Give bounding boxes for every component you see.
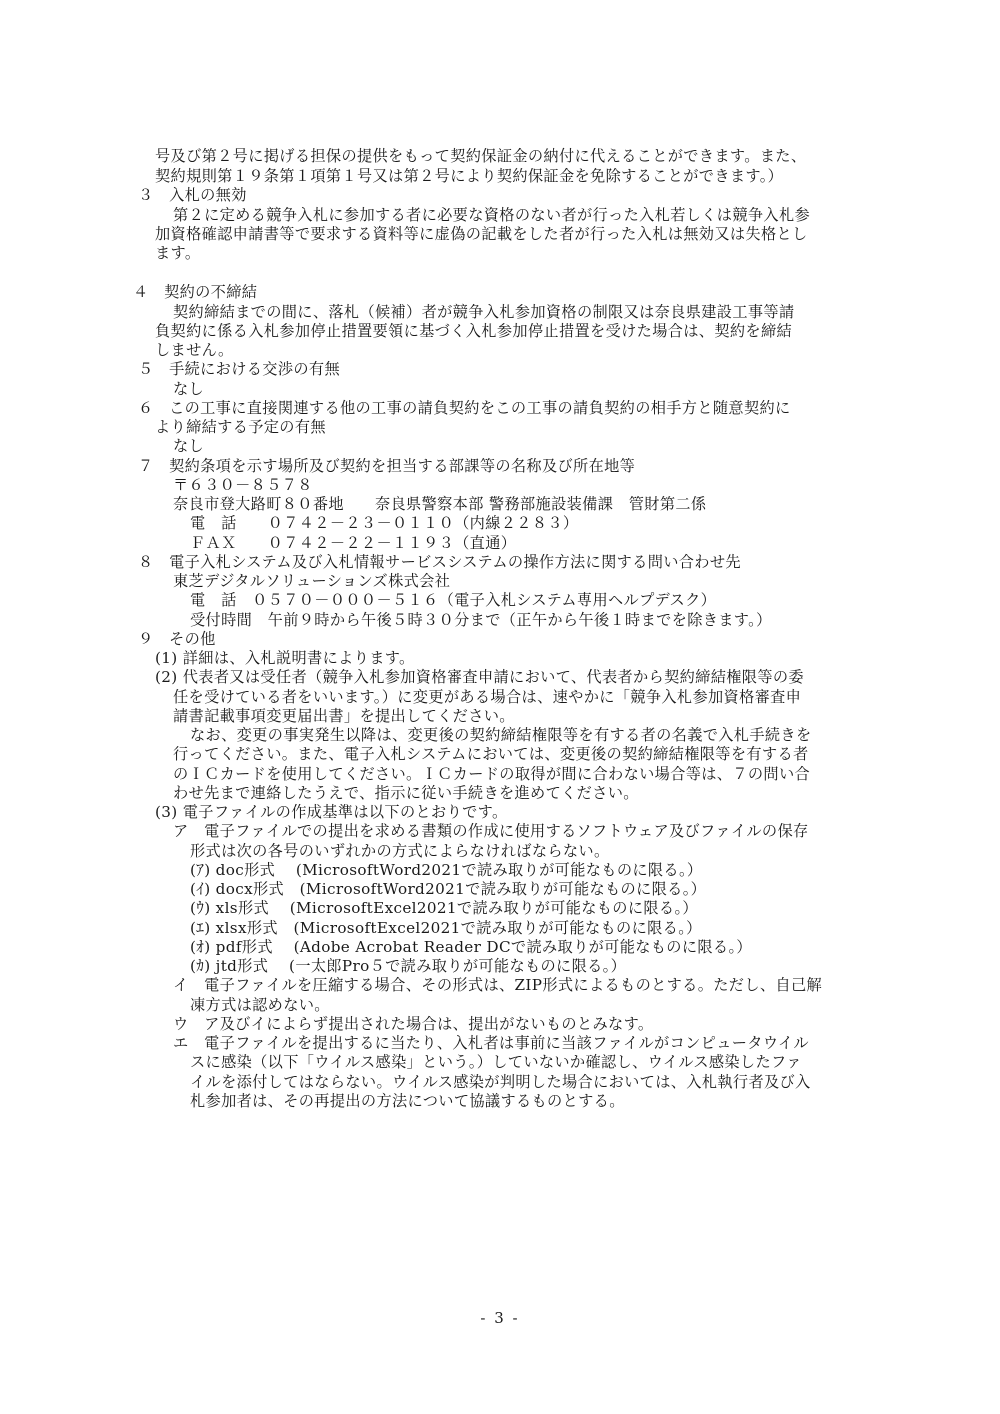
item-3-i-line-2: 凍方式は認めない。 (190, 996, 330, 1014)
item-3-e-line-3: イルを添付してはならない。ウイルス感染が判明した場合においては、入札執行者及び入 (190, 1073, 811, 1091)
item-3-e-line-1: エ 電子ファイルを提出するに当たり、入札者は事前に当該ファイルがコンピュータウイル (173, 1034, 809, 1052)
fax-line: ＦＡＸ ０７４２－２２－１１９３（直通） (190, 534, 517, 552)
item-2-line-7: わせ先まで連絡したうえで、指示に従い手続きを進めてください。 (173, 784, 639, 802)
section-3-body-line-1: 第２に定める競争入札に参加する者に必要な資格のない者が行った入札若しくは競争入札参 (173, 206, 811, 224)
address-line: 奈良市登大路町８０番地 奈良県警察本部 警務部施設装備課 管財第二係 (173, 495, 707, 513)
section-4-heading: ４ 契約の不締結 (133, 283, 258, 301)
section-5-body: なし (173, 380, 205, 398)
format-doc: (ｱ) doc形式 (MicrosoftWord2021で読み取りが可能なものに限る。） (190, 861, 703, 879)
page-number: - 3 - (480, 1309, 520, 1327)
item-3-a-line-1: ア 電子ファイルでの提出を求める書類の作成に使用するソフトウェア及びファイルの保存 (173, 822, 809, 840)
format-jtd: (ｶ) jtd形式 (一太郎Pro５で読み取りが可能なものに限る。） (190, 957, 627, 975)
section-6-heading-cont: より締結する予定の有無 (155, 418, 326, 436)
format-docx: (ｲ) docx形式 (MicrosoftWord2021で読み取りが可能なものに限る。） (190, 880, 707, 898)
item-3-i-line-1: イ 電子ファイルを圧縮する場合、その形式は、ZIP形式によるものとする。ただし、自己解 (173, 976, 823, 994)
item-2-line-3: 請書記載事項変更届出書」を提出してください。 (173, 707, 515, 725)
guarantee-text-line-2: 契約規則第１９条第１項第１号又は第２号により契約保証金を免除することができます。） (155, 167, 784, 185)
item-2-line-6: のＩＣカードを使用してください。ＩＣカードの取得が間に合わない場合等は、７の問い合 (173, 765, 811, 783)
item-3-a-line-2: 形式は次の各号のいずれかの方式によらなければならない。 (190, 842, 610, 860)
item-2-line-2: 任を受けている者をいいます。）に変更がある場合は、速やかに「競争入札参加資格審査申 (173, 688, 802, 706)
section-5-heading: ５ 手続における交渉の有無 (138, 360, 340, 378)
item-2-line-5: 行ってください。また、電子入札システムにおいては、変更後の契約締結権限等を有する者 (173, 745, 809, 763)
format-xls: (ｳ) xls形式 (MicrosoftExcel2021で読み取りが可能なものに限る。） (190, 899, 698, 917)
reception-hours: 受付時間 午前９時から午後５時３０分まで（正午から午後１時までを除きます。） (190, 611, 772, 629)
item-2-line-1: (2) 代表者又は受任者（競争入札参加資格審査申請において、代表者から契約締結権限等の委 (155, 668, 804, 686)
item-3-heading: (3) 電子ファイルの作成基準は以下のとおりです。 (155, 803, 508, 821)
helpdesk-phone: 電 話 ０５７０－０００－５１６（電子入札システム専用ヘルプデスク） (190, 591, 717, 609)
section-6-body: なし (173, 437, 205, 455)
phone-line: 電 話 ０７４２－２３－０１１０（内線２２８３） (190, 514, 579, 532)
section-4-body-line-1: 契約締結までの間に、落札（候補）者が競争入札参加資格の制限又は奈良県建設工事等請 (173, 303, 795, 321)
format-xlsx: (ｴ) xlsx形式 (MicrosoftExcel2021で読み取りが可能なものに限る。） (190, 919, 702, 937)
item-3-u: ウ ア及びイによらず提出された場合は、提出がないものとみなす。 (173, 1015, 654, 1033)
section-6-heading: ６ この工事に直接関連する他の工事の請負契約をこの工事の請負契約の相手方と随意契約に (138, 399, 791, 417)
section-7-heading: ７ 契約条項を示す場所及び契約を担当する部課等の名称及び所在地等 (138, 457, 636, 475)
postal-code: 〒６３０－８５７８ (173, 476, 313, 494)
section-4-body-line-3: しません。 (155, 341, 234, 359)
section-3-body-line-3: ます。 (155, 244, 201, 262)
section-8-heading: ８ 電子入札システム及び入札情報サービスシステムの操作方法に関する問い合わせ先 (138, 553, 741, 571)
item-1: (1) 詳細は、入札説明書によります。 (155, 649, 415, 667)
section-3-body-line-2: 加資格確認申請書等で要求する資料等に虚偽の記載をした者が行った入札は無効又は失格とし (155, 225, 808, 243)
company-name: 東芝デジタルソリューションズ株式会社 (173, 572, 451, 590)
format-pdf: (ｵ) pdf形式 (Adobe Acrobat Reader DCで読み取りが可能なものに限る。） (190, 938, 752, 956)
item-3-e-line-4: 札参加者は、その再提出の方法について協議するものとする。 (190, 1092, 625, 1110)
section-3-heading: ３ 入札の無効 (138, 186, 247, 204)
item-3-e-line-2: スに感染（以下「ウイルス感染」という。）していないか確認し、ウイルス感染したファ (190, 1053, 802, 1071)
guarantee-text-line-1: 号及び第２号に掲げる担保の提供をもって契約保証金の納付に代えることができます。また、 (155, 147, 807, 165)
section-4-body-line-2: 負契約に係る入札参加停止措置要領に基づく入札参加停止措置を受けた場合は、契約を締結 (155, 322, 793, 340)
section-9-heading: ９ その他 (138, 630, 216, 648)
item-2-line-4: なお、変更の事実発生以降は、変更後の契約締結権限等を有する者の名義で入札手続きを (190, 726, 812, 744)
